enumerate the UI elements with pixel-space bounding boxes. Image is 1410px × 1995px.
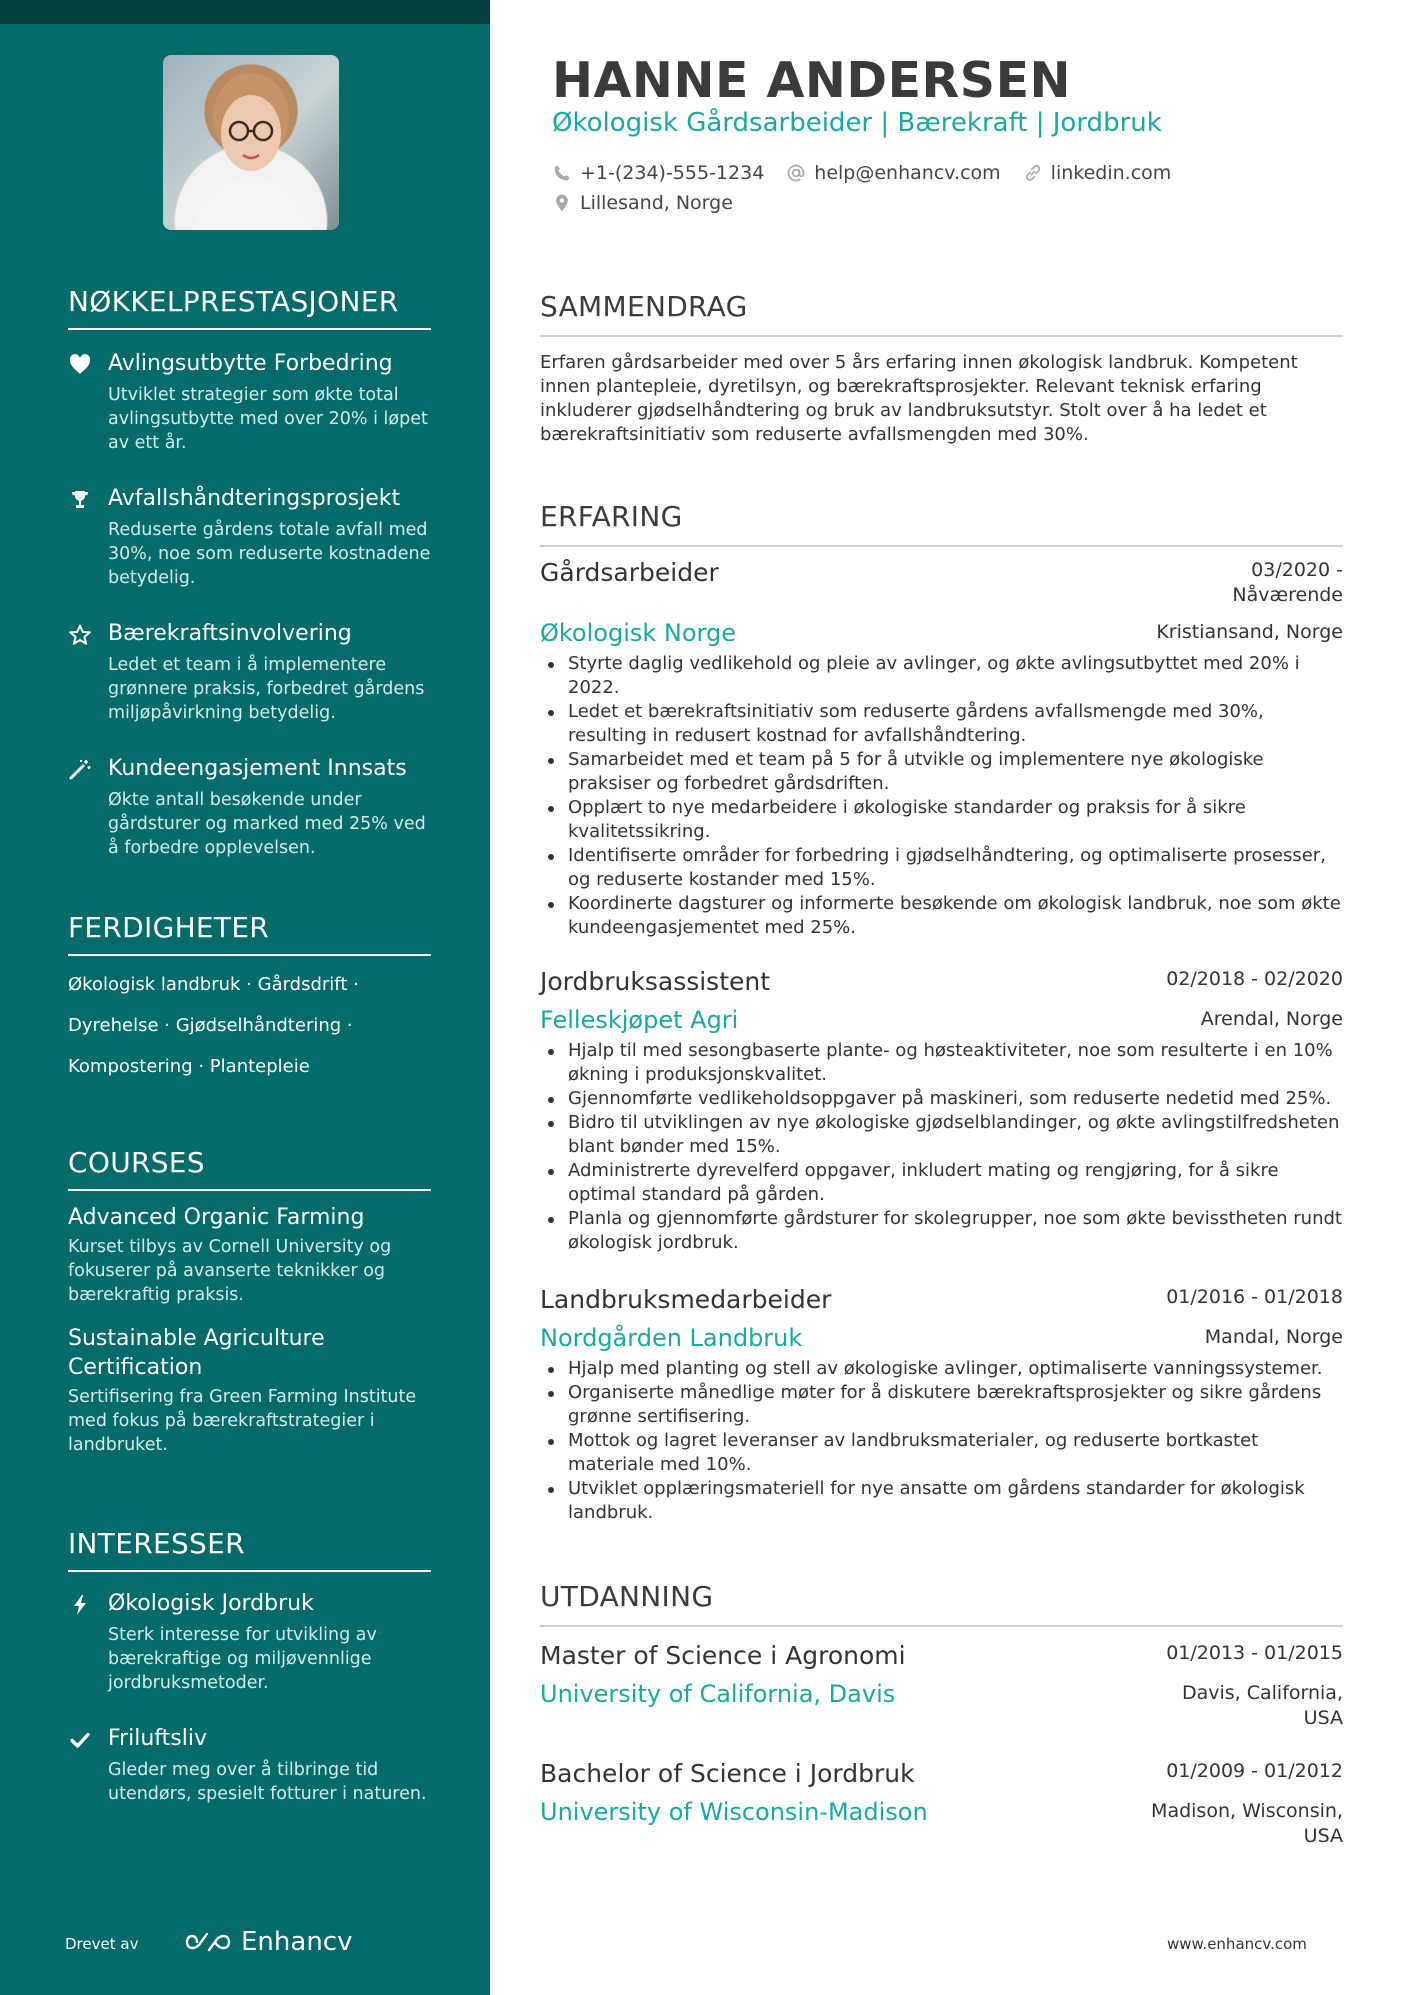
job-location: Arendal, Norge: [1200, 1008, 1343, 1030]
skills-line: Kompostering · Plantepleie: [68, 1056, 310, 1077]
achievement-title: Avfallshåndteringsprosjekt: [108, 486, 401, 511]
education-title: UTDANNING: [540, 1580, 1343, 1627]
job-bullet: Styrte daglig vedlikehold og pleie av avlinger, og økte avlingsutbyttet med 20% i 2022.: [540, 652, 1343, 700]
job-bullet: Organiserte månedlige møter for å diskutere bærekraftsprosjekter og sikre gårdens grønne sertifisering.: [540, 1381, 1343, 1429]
school-name: University of California, Davis: [540, 1680, 896, 1708]
infinity-logo-icon: [185, 1930, 231, 1954]
summary-title: SAMMENDRAG: [540, 290, 1343, 337]
achievement-item: [68, 349, 431, 455]
email-address: help@enhancv.com: [814, 162, 1001, 184]
course-description: Kurset tilbys av Cornell University og fokuserer på avanserte teknikker og bærekraftig praksis.: [68, 1237, 392, 1305]
achievement-title: Kundeengasjement Innsats: [108, 756, 407, 781]
skills-title: FERDIGHETER: [68, 911, 431, 956]
job-bullet: Hjalp til med sesongbaserte plante- og høsteaktiviteter, noe som resulterte i en 10% økning i produksjonskvalitet.: [540, 1039, 1343, 1087]
achievement-title: Bærekraftsinvolvering: [108, 621, 352, 646]
job-date: 01/2016 - 01/2018: [1166, 1286, 1343, 1308]
education-date: 01/2013 - 01/2015: [1166, 1642, 1343, 1664]
school-location-line: Madison, Wisconsin,: [1151, 1800, 1343, 1822]
phone-number: +1-(234)-555-1234: [580, 162, 765, 184]
course-item: [68, 1324, 431, 1457]
headline: Økologisk Gårdsarbeider | Bærekraft | Jordbruk: [552, 108, 1162, 138]
school-location: [1182, 1681, 1343, 1731]
job-date: 02/2018 - 02/2020: [1166, 968, 1343, 990]
job-date-end: Nåværende: [1232, 584, 1343, 606]
achievement-item: [68, 754, 431, 860]
summary-text: Erfaren gårdsarbeider med over 5 års erfaring innen økologisk landbruk. Kompetent innen plantepleie, dyretilsyn, og bærekraftsprosjekter. Relevant teknisk erfaring inkluderer gjødselhåndtering og bruk av landbruksutstyr. Stolt over å ha ledet et bærekraftsinitiativ som reduserte avfallsmengden med 30%.: [540, 352, 1298, 445]
achievement-item: [68, 619, 431, 725]
bolt-icon: [68, 1593, 92, 1617]
achievements-section: [68, 285, 431, 858]
job-bullet: Ledet et bærekraftsinitiativ som reduserte gårdens avfallsmengde med 30%, resulting in redusert kostnad for avfallshåndtering.: [540, 700, 1343, 748]
job-bullets: [540, 1357, 1343, 1525]
course-description: Sertifisering fra Green Farming Institute med fokus på bærekraftstrategier i landbruket.: [68, 1387, 417, 1455]
interests-title: INTERESSER: [68, 1527, 431, 1572]
brand-logo[interactable]: [185, 1927, 352, 1957]
job-location: Kristiansand, Norge: [1156, 621, 1343, 643]
courses-section: [68, 1146, 431, 1457]
achievement-description: Ledet et team i å implementere grønnere praksis, forbedret gårdens miljøpåvirkning betydelig.: [108, 655, 425, 723]
school-location-line: USA: [1303, 1825, 1343, 1847]
job-date-start: 03/2020 -: [1251, 559, 1343, 581]
job-bullets: [540, 652, 1343, 940]
job-bullet: Administrerte dyrevelferd oppgaver, inkludert mating og rengjøring, for å sikre optimal standard på gården.: [540, 1159, 1343, 1207]
course-item: [68, 1203, 431, 1307]
job-bullet: Opplært to nye medarbeidere i økologiske standarder og praksis for å sikre kvalitetssikring.: [540, 796, 1343, 844]
degree-title: Bachelor of Science i Jordbruk: [540, 1759, 915, 1788]
job-date: [1232, 558, 1343, 608]
sidebar: [0, 0, 490, 1995]
job-entry: [540, 556, 1343, 940]
course-title: Sustainable Agriculture Certification: [68, 1326, 325, 1380]
job-company: Økologisk Norge: [540, 619, 736, 647]
job-company: Nordgården Landbruk: [540, 1324, 803, 1352]
school-location-line: Davis, California,: [1181, 1682, 1343, 1704]
education-entry: [540, 1639, 1343, 1729]
interests-section: [68, 1527, 431, 1804]
skills-section: [68, 911, 431, 1087]
summary-section: [540, 290, 1343, 447]
candidate-name: HANNE ANDERSEN: [552, 52, 1072, 109]
job-role: Gårdsarbeider: [540, 558, 719, 587]
job-bullets: [540, 1039, 1343, 1255]
job-company: Felleskjøpet Agri: [540, 1006, 739, 1034]
contact-info: [552, 158, 1355, 218]
job-bullet: Planla og gjennomførte gårdsturer for skolegrupper, noe som økte bevisstheten rundt økologisk jordbruk.: [540, 1207, 1343, 1255]
skills-line: Økologisk landbruk · Gårdsdrift ·: [68, 974, 359, 995]
education-entry: [540, 1757, 1343, 1847]
profile-photo: [163, 55, 339, 230]
at-icon: [786, 163, 806, 183]
map-pin-icon: [552, 193, 572, 213]
job-bullet: Hjalp med planting og stell av økologiske avlinger, optimaliserte vanningssystemer.: [540, 1357, 1343, 1381]
interest-item: [68, 1589, 431, 1695]
school-name: University of Wisconsin-Madison: [540, 1798, 928, 1826]
achievement-description: Utviklet strategier som økte total avlingsutbytte med over 20% i løpet av ett år.: [108, 385, 428, 453]
job-location: Mandal, Norge: [1204, 1326, 1343, 1348]
powered-by-label: Drevet av: [65, 1935, 139, 1953]
job-bullet: Samarbeidet med et team på 5 for å utvikle og implementere nye økologiske praksiser og forbedret gårdsdriften.: [540, 748, 1343, 796]
heart-icon: [68, 353, 92, 377]
interest-description: Gleder meg over å tilbringe tid utendørs, spesielt fotturer i naturen.: [108, 1760, 427, 1804]
achievements-title: NØKKELPRESTASJONER: [68, 285, 431, 330]
job-entry: [540, 1283, 1343, 1525]
job-bullet: Utviklet opplæringsmateriell for nye ansatte om gårdens standarder for økologisk landbruk.: [540, 1477, 1343, 1525]
job-bullet: Identifiserte områder for forbedring i gjødselhåndtering, og optimaliserte prosesser, og reduserte kostander med 15%.: [540, 844, 1343, 892]
school-location: [1151, 1799, 1343, 1849]
location-text: Lillesand, Norge: [580, 192, 733, 214]
education-section: [540, 1580, 1343, 1627]
interest-item: [68, 1724, 431, 1806]
job-bullet: Bidro til utviklingen av nye økologiske gjødselblandinger, og økte avlingstilfredsheten blant bønder med 15%.: [540, 1111, 1343, 1159]
magic-wand-icon: [68, 758, 92, 782]
experience-section: [540, 500, 1343, 547]
email-contact[interactable]: [786, 162, 1000, 184]
achievement-title: Avlingsutbytte Forbedring: [108, 351, 393, 376]
job-role: Jordbruksassistent: [540, 967, 771, 996]
degree-title: Master of Science i Agronomi: [540, 1641, 906, 1670]
linkedin-url: linkedin.com: [1050, 162, 1172, 184]
linkedin-contact[interactable]: [1023, 162, 1172, 184]
phone-contact[interactable]: [552, 162, 764, 184]
job-role: Landbruksmedarbeider: [540, 1285, 832, 1314]
link-icon: [1023, 163, 1043, 183]
interest-description: Sterk interesse for utvikling av bærekraftige og miljøvennlige jordbruksmetoder.: [108, 1625, 377, 1693]
skills-list: [68, 964, 431, 1087]
location-contact: [552, 192, 733, 214]
interest-title: Økologisk Jordbruk: [108, 1591, 314, 1616]
sidebar-top-bar: [0, 0, 490, 24]
experience-title: ERFARING: [540, 500, 1343, 547]
job-bullet: Gjennomførte vedlikeholdsoppgaver på maskineri, som reduserte nedetid med 25%.: [540, 1087, 1343, 1111]
trophy-icon: [68, 488, 92, 512]
education-date: 01/2009 - 01/2012: [1166, 1760, 1343, 1782]
job-bullet: Mottok og lagret leveranser av landbruksmaterialer, og reduserte bortkastet materiale med 10%.: [540, 1429, 1343, 1477]
star-icon: [68, 623, 92, 647]
course-title: Advanced Organic Farming: [68, 1205, 365, 1230]
job-entry: [540, 965, 1343, 1255]
brand-name: Enhancv: [241, 1927, 353, 1957]
check-icon: [68, 1728, 92, 1752]
phone-icon: [552, 163, 572, 183]
courses-title: COURSES: [68, 1146, 431, 1191]
skills-line: Dyrehelse · Gjødselhåndtering ·: [68, 1015, 353, 1036]
achievement-description: Økte antall besøkende under gårdsturer og marked med 25% ved å forbedre opplevelsen.: [108, 790, 426, 858]
achievement-description: Reduserte gårdens totale avfall med 30%, noe som reduserte kostnadene betydelig.: [108, 520, 431, 588]
job-bullet: Koordinerte dagsturer og informerte besøkende om økologisk landbruk, noe som økte kundeengasjementet med 25%.: [540, 892, 1343, 940]
school-location-line: USA: [1303, 1707, 1343, 1729]
interest-title: Friluftsliv: [108, 1726, 207, 1751]
footer-url[interactable]: www.enhancv.com: [1167, 1935, 1307, 1953]
achievement-item: [68, 484, 431, 590]
